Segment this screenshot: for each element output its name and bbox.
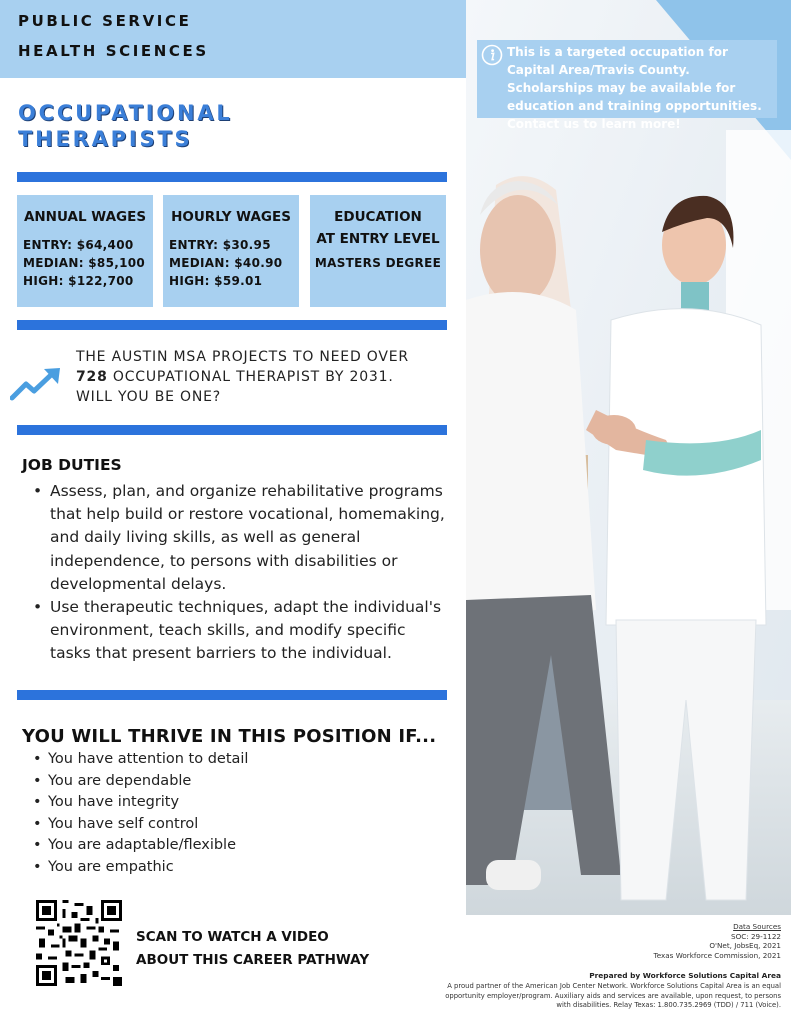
projection-line2-rest: OCCUPATIONAL THERAPIST BY 2031. [107,369,394,385]
hourly-high: HIGH: $59.01 [169,274,263,288]
education-box [310,195,446,307]
projection-line3: WILL YOU BE ONE? [76,389,221,405]
annual-wages-box [17,195,153,307]
list-item: • You have attention to detail [30,749,248,771]
therapist-patient-illustration [466,0,791,915]
list-item: • Assess, plan, and organize rehabilitative programs that help build or restore vocational, homemaking, and daily living skills, as well as general independence, to persons with disabilities or developmental delays. [30,480,450,596]
qr-code[interactable] [36,900,122,986]
targeted-occupation-notice [477,40,777,131]
page-title-line1: OCCUPATIONAL [18,101,233,125]
list-item: • You have integrity [30,792,248,814]
hourly-entry: ENTRY: $30.95 [169,238,271,252]
data-source-soc: SOC: 29-1122 [731,931,781,941]
education-title [310,206,446,250]
page-title [18,100,458,152]
data-source-twc: Texas Workforce Commission, 2021 [653,950,781,960]
annual-wages-title: ANNUAL WAGES [23,209,147,225]
hourly-median: MEDIAN: $40.90 [169,256,283,270]
data-sources-heading: Data Sources [733,922,781,931]
partner-disclaimer: A proud partner of the American Job Center Network. Workforce Solutions Capital Area is an equal opportunity employer/program. Auxiliary aids and services are available, upon request, to persons with disabilities. Relay Texas: 1.800.735.2969 (TDD) / 711 (Voice). [445,982,781,1009]
page-title-line2: THERAPISTS [18,127,193,151]
prepared-by: Prepared by Workforce Solutions Capital Area [589,971,781,980]
projection-number: 728 [76,369,108,385]
annual-entry: ENTRY: $64,400 [23,238,134,252]
annual-median: MEDIAN: $85,100 [23,256,146,270]
projection-line2 [76,367,456,387]
cluster-label: PUBLIC SERVICE [18,12,192,30]
hourly-wages-title: HOURLY WAGES [171,209,291,225]
education-title-line1: EDUCATION [334,209,422,225]
divider-rule [17,320,447,330]
projection-text [76,347,456,407]
list-item: • You have self control [30,814,248,836]
divider-rule [17,425,447,435]
job-duties-heading: JOB DUTIES [22,456,122,474]
notice-text: This is a targeted occupation for Capital Area/Travis County. Scholarships may be available for education and training opportunities. Contact us to learn more! [507,45,762,131]
scan-cta-line2: ABOUT THIS CAREER PATHWAY [136,952,370,968]
scan-cta-line1: SCAN TO WATCH A VIDEO [136,929,329,945]
list-item: • You are adaptable/flexible [30,835,248,857]
thrive-list [30,749,248,879]
education-value: MASTERS DEGREE [314,256,442,270]
divider-rule [17,172,447,182]
education-title-line2: AT ENTRY LEVEL [316,231,440,247]
job-duties-list [30,480,450,666]
list-item: • You are dependable [30,771,248,793]
divider-rule [17,690,447,700]
list-item: • Use therapeutic techniques, adapt the individual's environment, teach skills, and modify specific tasks that present barriers to the individual. [30,596,450,666]
scan-cta [136,926,369,972]
projection-line1: THE AUSTIN MSA PROJECTS TO NEED OVER [76,349,409,365]
trend-up-arrow-icon [10,366,62,402]
list-item: • You are empathic [30,857,248,879]
pathway-label: HEALTH SCIENCES [18,42,209,60]
hourly-wages-box [163,195,299,307]
data-sources [654,922,781,960]
info-icon [481,44,503,66]
data-source-onet: O'Net, JobsEq, 2021 [709,941,781,951]
thrive-heading: YOU WILL THRIVE IN THIS POSITION IF... [22,726,437,747]
annual-high: HIGH: $122,700 [23,274,134,288]
hero-photo [466,0,791,915]
